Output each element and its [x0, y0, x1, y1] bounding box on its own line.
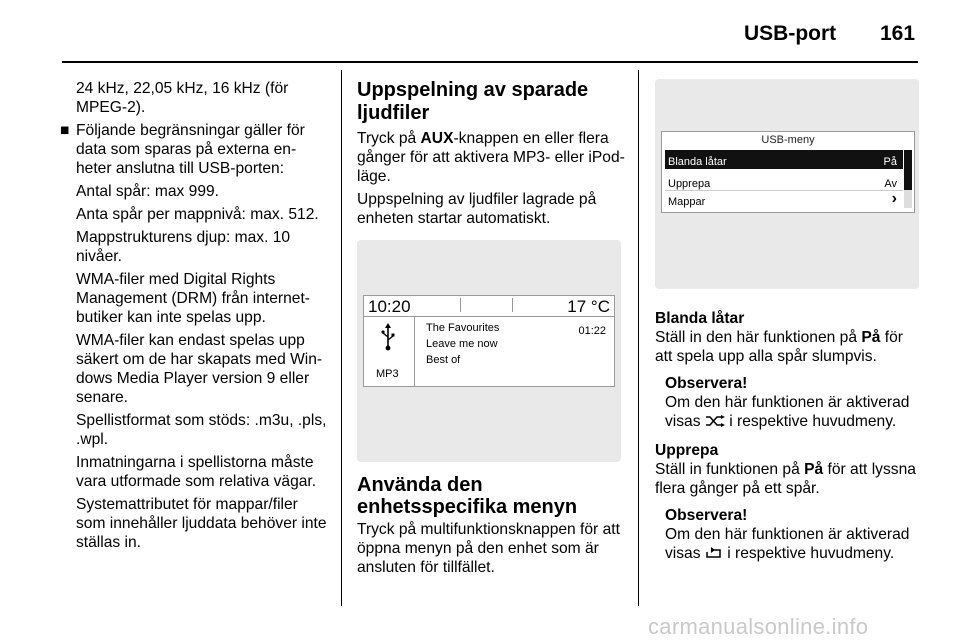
- list-item: WMA-filer med Digital Rights Management (DRM) från internet-butiker kan inte spelas upp.: [76, 271, 310, 326]
- display-time: 10:20: [368, 297, 411, 316]
- source-panel: [364, 317, 415, 386]
- list-item: Antal spår: max 999.: [76, 183, 220, 200]
- usb-icon: [380, 323, 396, 351]
- note-repeat: [655, 506, 923, 563]
- list-item: WMA-filer kan endast spelas upp säkert om de har skapats med Win-dows Media Player version 9 eller senare.: [76, 332, 323, 406]
- paragraph-aux: Tryck på AUX-knappen en eller flera gånger för att aktivera MP3- eller iPod-läge.: [357, 130, 625, 185]
- menu-row-shuffle: [665, 150, 903, 169]
- paragraph-autostart: Uppspelning av ljudfiler lagrade på enheten startar automatiskt.: [357, 191, 597, 227]
- repeat-icon: [705, 547, 723, 559]
- column-divider-left: [341, 70, 342, 606]
- header-title: USB-port: [744, 22, 837, 45]
- note-title: Observera!: [665, 507, 748, 524]
- status-divider: [512, 298, 513, 312]
- watermark: carmanualsonline.info: [648, 614, 869, 639]
- section-heading-menu: Använda den enhetsspecifika menyn: [357, 474, 578, 518]
- left-column: [60, 79, 331, 556]
- section-heading-playback: Uppspelning av sparade ljudfiler: [357, 79, 589, 124]
- menu-row-label: Mappar: [668, 196, 706, 208]
- list-item: Inmatningarna i spellistorna måste vara utformade som relativa vägar.: [76, 454, 317, 490]
- track-item: The Favourites: [426, 322, 500, 334]
- audio-display: [363, 295, 615, 387]
- display-screenshot: [357, 240, 621, 462]
- shuffle-icon: [705, 415, 725, 427]
- track-item: Best of: [426, 354, 461, 366]
- menu-row-value: På: [883, 156, 897, 168]
- menu-row-value: Av: [884, 178, 897, 190]
- list-item: Spellistformat som stöds: .m3u, .pls, .wpl.: [76, 412, 327, 448]
- paragraph-shuffle: Ställ in den här funktionen på På för att spela upp alla spår slumpvis.: [655, 329, 903, 365]
- source-label: MP3: [376, 368, 399, 380]
- menu-row-folders: [665, 191, 903, 209]
- header-rule: [62, 61, 918, 63]
- page-number: 161: [880, 22, 916, 45]
- menu-row-label: Blanda låtar: [668, 156, 727, 168]
- aux-button-label: AUX: [420, 130, 454, 147]
- display-status-bar: [364, 296, 614, 317]
- elapsed-time: 01:22: [578, 325, 606, 337]
- repeat-section: [655, 441, 923, 563]
- heading-repeat: Upprepa: [655, 442, 719, 459]
- column-divider-right: [638, 70, 639, 606]
- paragraph-menu: Tryck på multifunktionsknappen för att öppna menyn på den enhet som är ansluten för tillfället.: [357, 521, 620, 576]
- scrollbar-thumb: [904, 150, 912, 190]
- menu-row-label: Upprepa: [668, 178, 711, 190]
- chevron-right-icon: ›: [891, 190, 897, 207]
- track-item: Leave me now: [426, 338, 498, 350]
- usb-menu-display: [661, 131, 915, 213]
- bullet-limitations: [60, 121, 331, 178]
- note-text: Om den här funktionen är aktiverad visas i respektive huvudmeny.: [665, 394, 910, 430]
- shuffle-section: [655, 309, 923, 431]
- list-item: Anta spår per mappnivå: max. 512.: [76, 206, 319, 223]
- bullet-square-icon: ■: [60, 122, 70, 139]
- menu-title: USB-meny: [761, 134, 815, 146]
- note-text: Om den här funktionen är aktiverad visas i respektive huvudmeny.: [665, 526, 910, 562]
- list-item: Systemattributet för mappar/filer som innehåller ljuddata behöver inte ställas in.: [76, 496, 327, 551]
- bullet-text: Följande begränsningar gäller för data som sparas på externa en-heter anslutna till USB-porten:: [76, 122, 305, 177]
- menu-row-repeat: [665, 172, 903, 191]
- paragraph-sample-rates: 24 kHz, 22,05 kHz, 16 kHz (för MPEG-2).: [76, 80, 289, 116]
- note-title: Observera!: [665, 375, 748, 392]
- paragraph-repeat: Ställ in funktionen på På för att lyssna flera gånger på ett spår.: [655, 461, 916, 497]
- menu-screenshot: [655, 79, 919, 289]
- menu-scrollbar: [904, 150, 912, 208]
- status-divider: [460, 298, 461, 312]
- heading-shuffle: Blanda låtar: [655, 310, 745, 327]
- track-list: [426, 320, 499, 368]
- note-shuffle: [655, 374, 923, 431]
- right-column: [655, 79, 923, 567]
- display-temperature: 17 °C: [567, 297, 610, 316]
- middle-column: [357, 79, 629, 581]
- list-item: Mappstrukturens djup: max. 10 nivåer.: [76, 229, 291, 265]
